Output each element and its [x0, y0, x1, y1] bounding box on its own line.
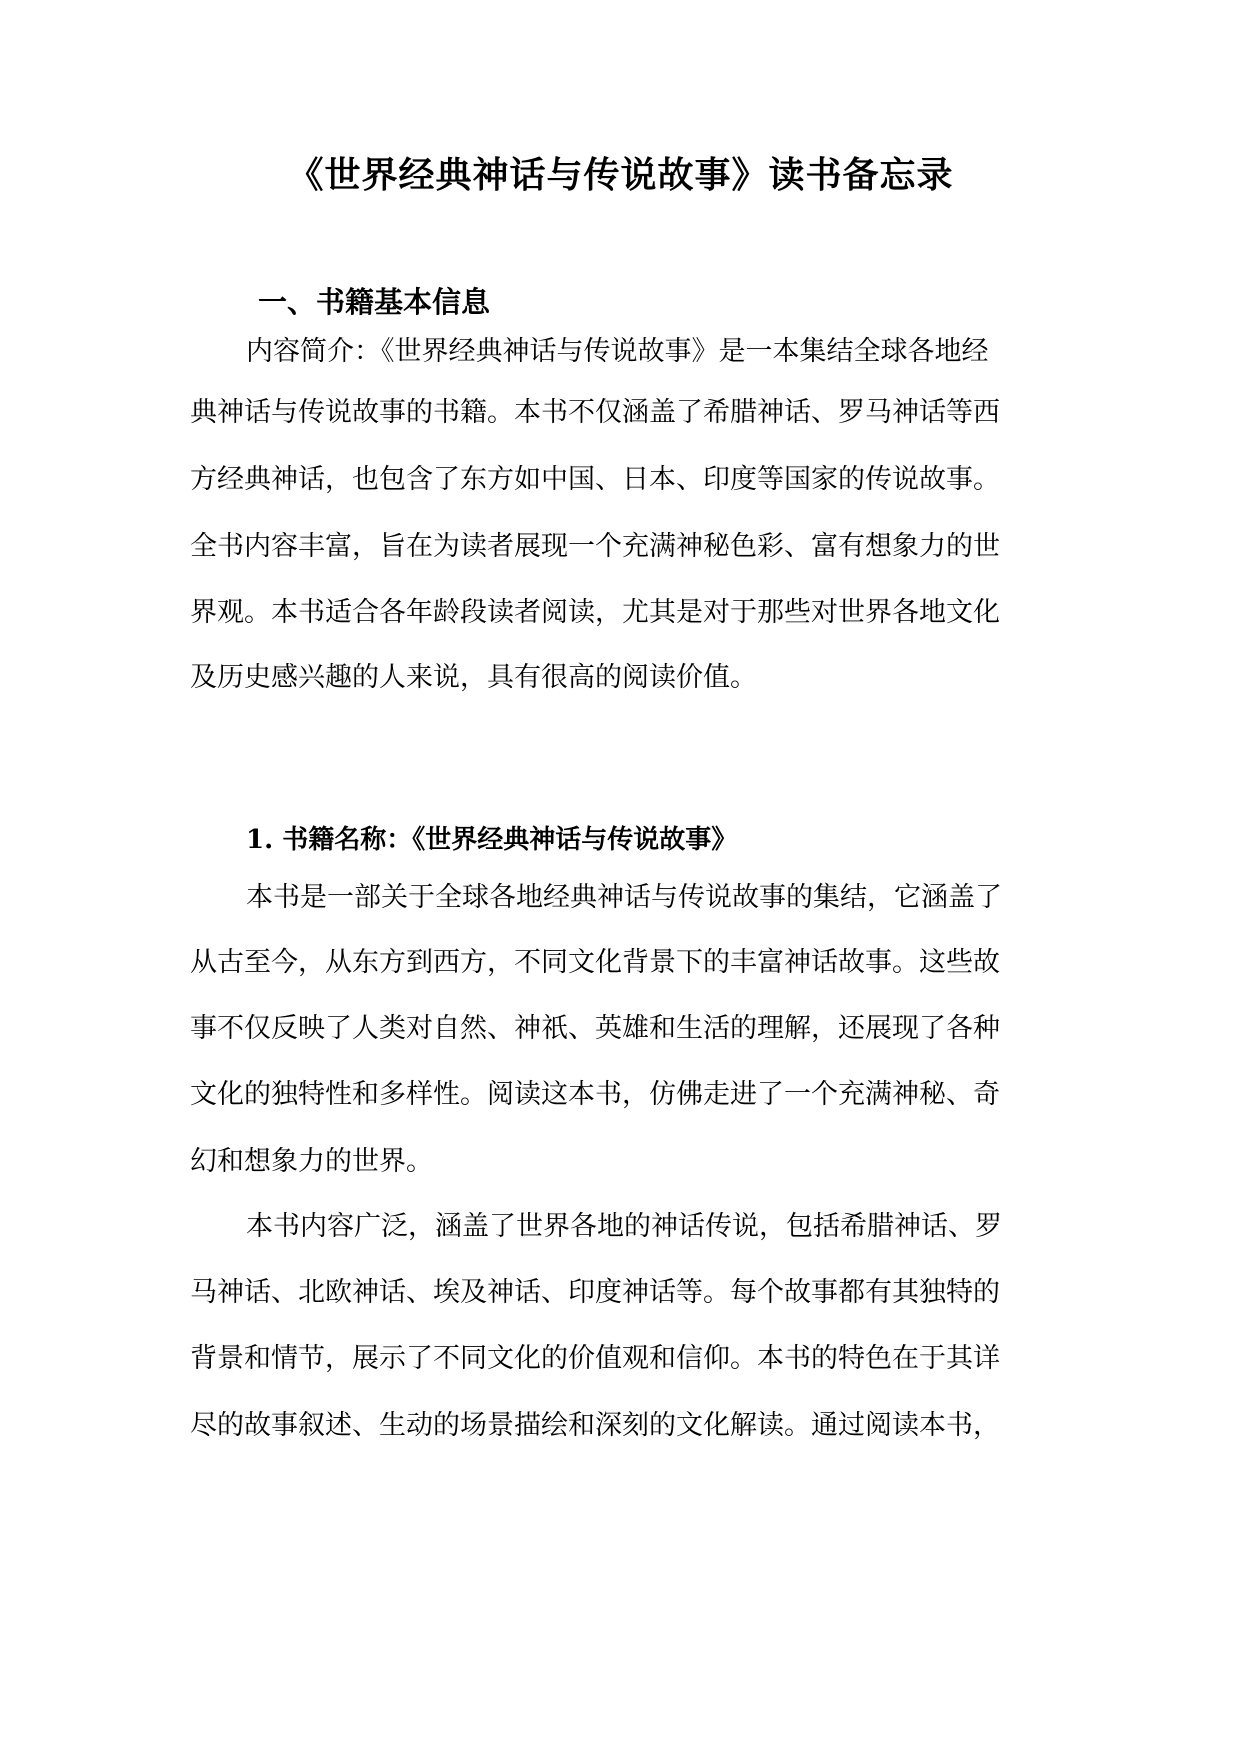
paragraph-line: 尽的故事叙述、生动的场景描绘和深刻的文化解读。通过阅读本书，: [190, 1410, 1000, 1441]
document-title: 《世界经典神话与传说故事》读书备忘录: [287, 154, 954, 196]
paragraph-line: 从古至今，从东方到西方，不同文化背景下的丰富神话故事。这些故: [190, 947, 1000, 978]
paragraph-line: 本书是一部关于全球各地经典神话与传说故事的集结，它涵盖了: [246, 882, 1002, 913]
paragraph-line: 幻和想象力的世界。: [190, 1146, 433, 1177]
paragraph-line: 及历史感兴趣的人来说，具有很高的阅读价值。: [190, 662, 757, 693]
paragraph-line: 本书内容广泛，涵盖了世界各地的神话传说，包括希腊神话、罗: [246, 1211, 1002, 1242]
paragraph-line: 方经典神话，也包含了东方如中国、日本、印度等国家的传说故事。: [190, 464, 1000, 495]
paragraph-line: 内容简介：《世界经典神话与传说故事》是一本集结全球各地经: [246, 336, 989, 367]
paragraph-line: 背景和情节，展示了不同文化的价值观和信仰。本书的特色在于其详: [190, 1343, 1000, 1374]
subsection-heading-book-name: 1. 书籍名称：《世界经典神话与传说故事》: [246, 825, 738, 855]
paragraph-line: 文化的独特性和多样性。阅读这本书，仿佛走进了一个充满神秘、奇: [190, 1079, 1000, 1110]
paragraph-line: 事不仅反映了人类对自然、神祇、英雄和生活的理解，还展现了各种: [190, 1013, 1000, 1044]
paragraph-line: 马神话、北欧神话、埃及神话、印度神话等。每个故事都有其独特的: [190, 1277, 1000, 1308]
paragraph-line: 全书内容丰富，旨在为读者展现一个充满神秘色彩、富有想象力的世: [190, 531, 1000, 562]
paragraph-line: 界观。本书适合各年龄段读者阅读，尤其是对于那些对世界各地文化: [190, 597, 1000, 628]
section-heading-basic-info: 一、书籍基本信息: [258, 285, 491, 319]
paragraph-line: 典神话与传说故事的书籍。本书不仅涵盖了希腊神话、罗马神话等西: [190, 397, 1000, 428]
